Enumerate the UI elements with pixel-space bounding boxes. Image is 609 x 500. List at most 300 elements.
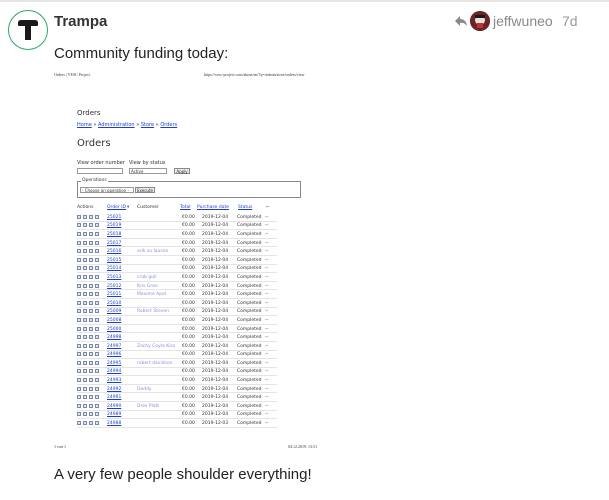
table-row[interactable] <box>77 402 277 411</box>
edit-order-icon[interactable] <box>89 241 93 245</box>
edit-order-icon[interactable] <box>89 395 93 399</box>
edit-order-icon[interactable] <box>89 412 93 416</box>
print-order-icon[interactable] <box>83 369 87 373</box>
order-total: €0.00 <box>182 249 195 255</box>
order-date: 2019-12-04 <box>202 223 229 229</box>
view-order-icon[interactable] <box>77 378 81 382</box>
print-order-icon[interactable] <box>83 275 87 279</box>
delete-order-icon[interactable] <box>95 275 99 279</box>
edit-order-icon[interactable] <box>89 421 93 425</box>
row-select-icon[interactable]: ⌐ <box>265 369 269 375</box>
print-order-icon[interactable] <box>83 258 87 262</box>
table-row[interactable] <box>77 282 277 291</box>
order-customer[interactable]: Dres Platt <box>137 403 160 409</box>
delete-order-icon[interactable] <box>95 301 99 305</box>
view-order-icon[interactable] <box>77 223 81 227</box>
delete-order-icon[interactable] <box>95 335 99 339</box>
orders-table-header <box>77 205 277 212</box>
print-order-icon[interactable] <box>83 284 87 288</box>
operation-select[interactable]: - Choose an operation - <box>80 187 134 193</box>
col-status[interactable]: Status <box>238 205 253 210</box>
edit-order-icon[interactable] <box>89 404 93 408</box>
print-order-icon[interactable] <box>83 378 87 382</box>
order-total: €0.00 <box>182 352 195 358</box>
order-id-link[interactable]: 25021 <box>107 214 122 220</box>
column-options-icon[interactable]: ⌐ <box>266 205 270 210</box>
order-id-link[interactable]: 24988 <box>107 421 122 427</box>
view-order-icon[interactable] <box>77 301 81 305</box>
view-order-icon[interactable] <box>77 232 81 236</box>
table-row[interactable] <box>77 342 277 351</box>
table-row[interactable] <box>77 213 277 222</box>
trampa-logo-icon[interactable] <box>8 10 48 50</box>
order-status: Completed <box>237 266 262 272</box>
page-title-small: Orders <box>77 109 101 117</box>
row-select-icon[interactable]: ⌐ <box>265 274 269 280</box>
order-status: Completed <box>237 317 262 323</box>
edit-order-icon[interactable] <box>89 344 93 348</box>
print-order-icon[interactable] <box>83 352 87 356</box>
order-id-link[interactable]: 25009 <box>107 309 122 315</box>
order-total: €0.00 <box>182 369 195 375</box>
order-id-link[interactable]: 24992 <box>107 386 122 392</box>
table-row[interactable] <box>77 325 277 334</box>
view-order-icon[interactable] <box>77 266 81 270</box>
row-select-icon[interactable]: ⌐ <box>265 386 269 392</box>
order-id-link[interactable]: 24994 <box>107 369 122 375</box>
embedded-screenshot[interactable] <box>54 69 321 454</box>
row-select-icon[interactable]: ⌐ <box>265 231 269 237</box>
order-total: €0.00 <box>182 292 195 298</box>
order-id-link[interactable]: 24998 <box>107 335 122 341</box>
delete-order-icon[interactable] <box>95 404 99 408</box>
order-status: Completed <box>237 283 262 289</box>
table-row[interactable] <box>77 290 277 299</box>
order-total: €0.00 <box>182 300 195 306</box>
order-date: 2019-12-04 <box>202 317 229 323</box>
view-order-icon[interactable] <box>77 352 81 356</box>
order-date: 2019-12-04 <box>202 231 229 237</box>
print-order-icon[interactable] <box>83 266 87 270</box>
order-status: Completed <box>237 274 262 280</box>
table-row[interactable] <box>77 265 277 274</box>
delete-order-icon[interactable] <box>95 344 99 348</box>
order-date: 2019-12-04 <box>202 300 229 306</box>
table-row[interactable] <box>77 351 277 360</box>
order-date: 2019-12-04 <box>202 240 229 246</box>
post-text-line1: Community funding today: <box>54 45 229 62</box>
view-order-icon[interactable] <box>77 369 81 373</box>
delete-order-icon[interactable] <box>95 327 99 331</box>
delete-order-icon[interactable] <box>95 361 99 365</box>
print-order-icon[interactable] <box>83 421 87 425</box>
delete-order-icon[interactable] <box>95 249 99 253</box>
orders-table-body <box>77 213 277 428</box>
order-status: Completed <box>237 335 262 341</box>
trampa-logo-glyph <box>15 17 41 43</box>
print-footer-page: 1 von 1 <box>54 444 66 449</box>
order-status: Completed <box>237 214 262 220</box>
operations-legend: Operations <box>82 178 107 183</box>
order-status: Completed <box>237 292 262 298</box>
edit-order-icon[interactable] <box>89 369 93 373</box>
print-order-icon[interactable] <box>83 223 87 227</box>
print-order-icon[interactable] <box>83 387 87 391</box>
execute-button[interactable]: Execute <box>137 188 153 193</box>
breadcrumb-store[interactable]: Store <box>140 122 155 128</box>
post-username[interactable]: Trampa <box>54 13 108 30</box>
row-select-icon[interactable]: ⌐ <box>265 403 269 409</box>
order-total: €0.00 <box>182 214 195 220</box>
view-order-icon[interactable] <box>77 327 81 331</box>
order-date: 2019-12-04 <box>202 360 229 366</box>
edit-order-icon[interactable] <box>89 352 93 356</box>
row-select-icon[interactable]: ⌐ <box>265 223 269 229</box>
order-date: 2019-12-04 <box>202 292 229 298</box>
order-id-link[interactable]: 25011 <box>107 292 122 298</box>
row-select-icon[interactable]: ⌐ <box>265 317 269 323</box>
edit-order-icon[interactable] <box>89 318 93 322</box>
order-total: €0.00 <box>182 421 195 427</box>
delete-order-icon[interactable] <box>95 266 99 270</box>
order-status: Completed <box>237 343 262 349</box>
order-status: Completed <box>237 378 262 384</box>
order-number-input[interactable] <box>77 168 123 174</box>
order-customer[interactable]: Daddy <box>137 386 152 392</box>
row-select-icon[interactable]: ⌐ <box>265 309 269 315</box>
breadcrumb-orders[interactable]: Orders <box>160 122 178 128</box>
delete-order-icon[interactable] <box>95 309 99 313</box>
order-id-link[interactable]: 25000 <box>107 326 122 332</box>
view-order-icon[interactable] <box>77 404 81 408</box>
order-total: €0.00 <box>182 326 195 332</box>
edit-order-icon[interactable] <box>89 378 93 382</box>
view-order-icon[interactable] <box>77 241 81 245</box>
table-row[interactable] <box>77 230 277 239</box>
view-order-icon[interactable] <box>77 309 81 313</box>
order-date: 2019-12-04 <box>202 257 229 263</box>
table-row[interactable] <box>77 299 277 308</box>
page-title: Orders <box>77 138 111 149</box>
order-status: Completed <box>237 412 262 418</box>
print-order-icon[interactable] <box>83 292 87 296</box>
col-order-id[interactable]: Order ID <box>107 205 127 210</box>
order-status: Completed <box>237 395 262 401</box>
row-select-icon[interactable]: ⌐ <box>265 395 269 401</box>
delete-order-icon[interactable] <box>95 284 99 288</box>
table-row[interactable] <box>77 247 277 256</box>
order-date: 2019-12-04 <box>202 403 229 409</box>
breadcrumb: Home » Administration » Store » Orders <box>77 122 178 128</box>
order-customer[interactable]: robert davidson <box>137 360 173 366</box>
delete-order-icon[interactable] <box>95 241 99 245</box>
edit-order-icon[interactable] <box>89 284 93 288</box>
breadcrumb-administration[interactable]: Administration <box>98 122 135 128</box>
order-id-link[interactable]: 24995 <box>107 360 122 366</box>
row-select-icon[interactable]: ⌐ <box>265 214 269 220</box>
table-row[interactable] <box>77 333 277 342</box>
row-select-icon[interactable]: ⌐ <box>265 292 269 298</box>
order-status: Completed <box>237 403 262 409</box>
order-id-link[interactable]: 24990 <box>107 403 122 409</box>
edit-order-icon[interactable] <box>89 223 93 227</box>
order-date: 2019-12-04 <box>202 335 229 341</box>
edit-order-icon[interactable] <box>89 292 93 296</box>
table-row[interactable] <box>77 419 277 428</box>
order-customer[interactable]: Kris Gran <box>137 283 158 289</box>
print-order-icon[interactable] <box>83 327 87 331</box>
order-date: 2019-12-04 <box>202 378 229 384</box>
row-select-icon[interactable]: ⌐ <box>265 300 269 306</box>
table-row[interactable] <box>77 385 277 394</box>
breadcrumb-home[interactable]: Home <box>77 122 92 128</box>
delete-order-icon[interactable] <box>95 223 99 227</box>
table-row[interactable] <box>77 359 277 368</box>
order-id-link[interactable]: 25019 <box>107 223 122 229</box>
order-total: €0.00 <box>182 317 195 323</box>
print-order-icon[interactable] <box>83 344 87 348</box>
order-date: 2019-12-04 <box>202 412 229 418</box>
edit-order-icon[interactable] <box>89 335 93 339</box>
delete-order-icon[interactable] <box>95 387 99 391</box>
order-id-link[interactable]: 25013 <box>107 274 122 280</box>
delete-order-icon[interactable] <box>95 258 99 262</box>
view-order-icon[interactable] <box>77 344 81 348</box>
order-date: 2019-12-04 <box>202 369 229 375</box>
order-date: 2019-12-04 <box>202 309 229 315</box>
view-order-icon[interactable] <box>77 318 81 322</box>
delete-order-icon[interactable] <box>95 215 99 219</box>
order-status: Completed <box>237 309 262 315</box>
view-order-icon[interactable] <box>77 275 81 279</box>
edit-order-icon[interactable] <box>89 266 93 270</box>
view-order-icon[interactable] <box>77 335 81 339</box>
print-order-icon[interactable] <box>83 215 87 219</box>
delete-order-icon[interactable] <box>95 412 99 416</box>
delete-order-icon[interactable] <box>95 395 99 399</box>
table-row[interactable] <box>77 308 277 317</box>
edit-order-icon[interactable] <box>89 387 93 391</box>
view-order-number-label: View order number <box>77 160 125 166</box>
print-order-icon[interactable] <box>83 412 87 416</box>
order-id-link[interactable]: 24991 <box>107 395 122 401</box>
delete-order-icon[interactable] <box>95 318 99 322</box>
order-total: €0.00 <box>182 283 195 289</box>
order-id-link[interactable]: 25008 <box>107 317 122 323</box>
delete-order-icon[interactable] <box>95 378 99 382</box>
edit-order-icon[interactable] <box>89 327 93 331</box>
order-id-link[interactable]: 25015 <box>107 257 122 263</box>
order-status: Completed <box>237 231 262 237</box>
view-order-icon[interactable] <box>77 284 81 288</box>
apply-button[interactable]: Apply <box>174 168 190 174</box>
edit-order-icon[interactable] <box>89 301 93 305</box>
order-total: €0.00 <box>182 274 195 280</box>
order-id-link[interactable]: 25014 <box>107 266 122 272</box>
row-select-icon[interactable]: ⌐ <box>265 326 269 332</box>
print-header-url: https://vesc-project.com/about/en/?q=/admin/store/orders/view <box>204 72 305 77</box>
order-date: 2019-12-03 <box>202 421 229 427</box>
order-total: €0.00 <box>182 240 195 246</box>
table-row[interactable] <box>77 393 277 402</box>
view-order-icon[interactable] <box>77 249 81 253</box>
view-order-icon[interactable] <box>77 258 81 262</box>
order-customer[interactable]: erik su lausen <box>137 249 169 255</box>
order-id-link[interactable]: 24993 <box>107 378 122 384</box>
table-row[interactable] <box>77 376 277 385</box>
order-customer[interactable]: Zachy Coyle Kiss <box>137 343 176 349</box>
order-status: Completed <box>237 360 262 366</box>
delete-order-icon[interactable] <box>95 421 99 425</box>
print-order-icon[interactable] <box>83 404 87 408</box>
order-id-link[interactable]: 25012 <box>107 283 122 289</box>
print-order-icon[interactable] <box>83 309 87 313</box>
table-row[interactable] <box>77 273 277 282</box>
order-id-link[interactable]: 25017 <box>107 240 122 246</box>
table-row[interactable] <box>77 411 277 420</box>
edit-order-icon[interactable] <box>89 232 93 236</box>
view-order-icon[interactable] <box>77 421 81 425</box>
view-order-icon[interactable] <box>77 412 81 416</box>
view-order-icon[interactable] <box>77 215 81 219</box>
order-status: Completed <box>237 300 262 306</box>
order-date: 2019-12-04 <box>202 214 229 220</box>
reply-arrow-icon[interactable] <box>454 15 468 27</box>
delete-order-icon[interactable] <box>95 352 99 356</box>
row-select-icon[interactable]: ⌐ <box>265 335 269 341</box>
reply-to-username[interactable]: jeffwuneo <box>493 13 553 29</box>
order-customer[interactable]: crab gull <box>137 274 157 280</box>
col-customer: Customer <box>137 205 159 210</box>
row-select-icon[interactable]: ⌐ <box>265 283 269 289</box>
order-total: €0.00 <box>182 335 195 341</box>
delete-order-icon[interactable] <box>95 232 99 236</box>
print-footer-date: 04.12.2019, 13:51 <box>288 444 318 449</box>
print-order-icon[interactable] <box>83 395 87 399</box>
order-total: €0.00 <box>182 309 195 315</box>
order-date: 2019-12-04 <box>202 283 229 289</box>
order-status: Completed <box>237 223 262 229</box>
row-select-icon[interactable]: ⌐ <box>265 378 269 384</box>
order-total: €0.00 <box>182 395 195 401</box>
order-date: 2019-12-04 <box>202 395 229 401</box>
order-status: Completed <box>237 369 262 375</box>
col-purchase-date[interactable]: Purchase date <box>197 205 230 210</box>
order-total: €0.00 <box>182 343 195 349</box>
order-total: €0.00 <box>182 386 195 392</box>
order-id-link[interactable]: 25010 <box>107 300 122 306</box>
order-date: 2019-12-04 <box>202 386 229 392</box>
edit-order-icon[interactable] <box>89 258 93 262</box>
order-status: Completed <box>237 326 262 332</box>
order-total: €0.00 <box>182 266 195 272</box>
status-select[interactable]: Active <box>129 168 167 174</box>
edit-order-icon[interactable] <box>89 361 93 365</box>
table-row[interactable] <box>77 316 277 325</box>
print-order-icon[interactable] <box>83 301 87 305</box>
view-order-icon[interactable] <box>77 361 81 365</box>
row-select-icon[interactable]: ⌐ <box>265 352 269 358</box>
order-status: Completed <box>237 352 262 358</box>
order-total: €0.00 <box>182 257 195 263</box>
order-date: 2019-12-04 <box>202 343 229 349</box>
order-customer[interactable]: Maxime Apol <box>137 292 167 298</box>
edit-order-icon[interactable] <box>89 215 93 219</box>
order-id-link[interactable]: 25016 <box>107 249 122 255</box>
order-date: 2019-12-04 <box>202 249 229 255</box>
view-order-icon[interactable] <box>77 292 81 296</box>
order-total: €0.00 <box>182 403 195 409</box>
delete-order-icon[interactable] <box>95 292 99 296</box>
view-order-icon[interactable] <box>77 387 81 391</box>
order-status: Completed <box>237 257 262 263</box>
table-row[interactable] <box>77 222 277 231</box>
edit-order-icon[interactable] <box>89 275 93 279</box>
delete-order-icon[interactable] <box>95 369 99 373</box>
edit-order-icon[interactable] <box>89 249 93 253</box>
table-row[interactable] <box>77 256 277 265</box>
col-total[interactable]: Total <box>180 205 191 210</box>
reply-avatar-glyph <box>470 11 490 31</box>
user-avatar-icon[interactable] <box>470 11 490 31</box>
sort-desc-icon[interactable]: ▾ <box>127 205 130 210</box>
row-select-icon[interactable]: ⌐ <box>265 343 269 349</box>
print-order-icon[interactable] <box>83 318 87 322</box>
post-text-line2: A very few people shoulder everything! <box>54 466 312 483</box>
order-total: €0.00 <box>182 231 195 237</box>
order-total: €0.00 <box>182 360 195 366</box>
print-order-icon[interactable] <box>83 361 87 365</box>
order-total: €0.00 <box>182 412 195 418</box>
row-select-icon[interactable]: ⌐ <box>265 360 269 366</box>
print-order-icon[interactable] <box>83 241 87 245</box>
view-order-icon[interactable] <box>77 395 81 399</box>
table-row[interactable] <box>77 239 277 248</box>
row-select-icon[interactable]: ⌐ <box>265 266 269 272</box>
order-id-link[interactable]: 24996 <box>107 352 122 358</box>
view-by-status-label: View by status <box>129 160 166 166</box>
order-customer[interactable]: Robert Steven <box>137 309 170 315</box>
order-date: 2019-12-04 <box>202 274 229 280</box>
order-total: €0.00 <box>182 378 195 384</box>
table-row[interactable] <box>77 368 277 377</box>
order-date: 2019-12-04 <box>202 266 229 272</box>
order-id-link[interactable]: 24989 <box>107 412 122 418</box>
print-order-icon[interactable] <box>83 249 87 253</box>
order-id-link[interactable]: 25018 <box>107 231 122 237</box>
row-select-icon[interactable]: ⌐ <box>265 412 269 418</box>
print-order-icon[interactable] <box>83 232 87 236</box>
row-select-icon[interactable]: ⌐ <box>265 421 269 427</box>
row-select-icon[interactable]: ⌐ <box>265 257 269 263</box>
order-status: Completed <box>237 421 262 427</box>
post-date[interactable]: 7d <box>562 13 578 29</box>
print-header-title: Orders | VESC Project <box>54 72 91 77</box>
row-select-icon[interactable]: ⌐ <box>265 240 269 246</box>
order-status: Completed <box>237 386 262 392</box>
order-total: €0.00 <box>182 223 195 229</box>
order-id-link[interactable]: 24997 <box>107 343 122 349</box>
order-status: Completed <box>237 240 262 246</box>
order-date: 2019-12-04 <box>202 352 229 358</box>
order-date: 2019-12-04 <box>202 326 229 332</box>
edit-order-icon[interactable] <box>89 309 93 313</box>
row-select-icon[interactable]: ⌐ <box>265 249 269 255</box>
top-divider <box>0 0 609 2</box>
order-status: Completed <box>237 249 262 255</box>
col-actions: Actions <box>77 205 94 210</box>
print-order-icon[interactable] <box>83 335 87 339</box>
